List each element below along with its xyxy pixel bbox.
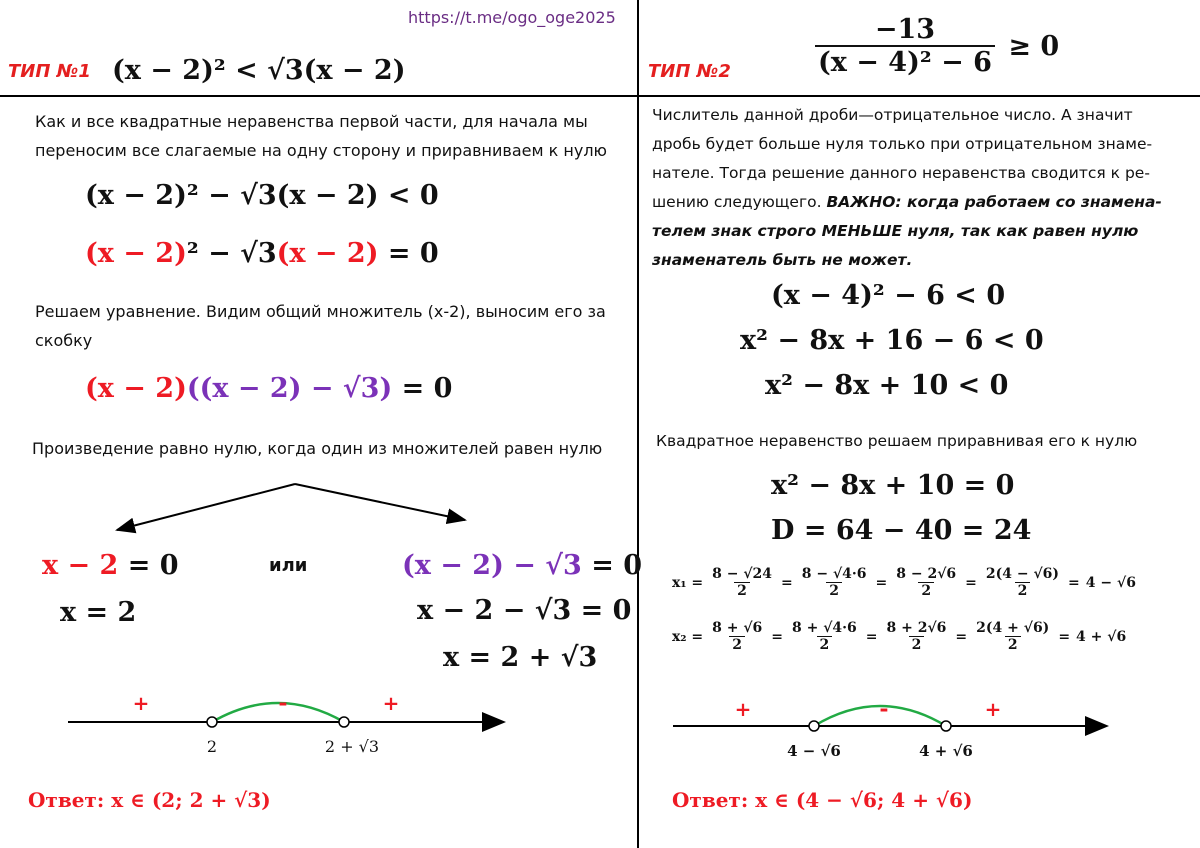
left-point-2: 2 + √3 xyxy=(324,737,380,756)
right-sign-plus-1: + xyxy=(734,697,752,721)
important-note-start: ВАЖНО: когда работаем со знамена- xyxy=(826,193,1162,211)
right-number-line xyxy=(665,692,1115,767)
case1-result: x = 2 xyxy=(60,597,137,628)
left-point-1: 2 xyxy=(206,737,218,756)
vertical-divider xyxy=(637,0,639,848)
right-intro: Числитель данной дроби—отрицательное число. А значит дробь будет больше нуля только при отрицательном знаме- нателе. Тогда решение данного неравенства сводится к ре- шению следующего. ВАЖНО: когда работаем со знамена- телем знак строго МЕНЬШЕ нуля, так как равен нулю знаменатель быть не может. xyxy=(652,106,1162,269)
case1-equation: x − 2 = 0 xyxy=(42,550,179,581)
left-sign-plus-1: + xyxy=(132,691,150,715)
right-type-label: ТИП №2 xyxy=(648,61,731,82)
case2-equation: (x − 2) − √3 = 0 xyxy=(402,550,643,581)
right-problem: $\frac{-13}{\text{(x − 4)² − 6}}$ ≥ 0 xyxy=(815,14,1059,78)
left-eq2: (x − 2)² − √3(x − 2) = 0 xyxy=(85,238,439,269)
left-problem: (x − 2)² < √3(x − 2) xyxy=(112,55,406,86)
left-product-text: Произведение равно нулю, когда один из множителей равен нулю xyxy=(32,439,603,458)
left-number-line xyxy=(60,688,520,763)
right-ineq3: x² − 8x + 10 < 0 xyxy=(765,370,1009,401)
left-eq3: (x − 2)((x − 2) − √3) = 0 xyxy=(85,373,453,404)
left-sign-minus: - xyxy=(278,690,288,716)
right-ineq1: (x − 4)² − 6 < 0 xyxy=(771,280,1006,311)
right-ineq2: x² − 8x + 16 − 6 < 0 xyxy=(740,325,1044,356)
case2-result: x = 2 + √3 xyxy=(443,642,598,673)
right-quad-text: Квадратное неравенство решаем приравнивая его к нулю xyxy=(656,432,1138,450)
left-solve-text: Решаем уравнение. Видим общий множитель (x-2), выносим его за скобку xyxy=(35,302,606,350)
left-answer: Ответ: x ∈ (2; 2 + √3) xyxy=(28,788,271,812)
root-x2-row: x₂ = $\frac{8 + √6}{2}$ = $\frac{8 + √4\cdot 6}{2}$ = $\frac{8 + 2√6}{2}$ = $\frac{2(4 + √6)}{2}$ = 4 + √6 xyxy=(672,620,1127,653)
case2-step: x − 2 − √3 = 0 xyxy=(417,595,632,626)
channel-link[interactable]: https://t.me/ogo_oge2025 xyxy=(408,8,616,27)
left-eq1: (x − 2)² − √3(x − 2) < 0 xyxy=(85,180,439,211)
left-intro: Как и все квадратные неравенства первой части, для начала мы переносим все слагаемые на одну сторону и приравниваем к нулю xyxy=(35,112,608,160)
right-sign-plus-2: + xyxy=(984,697,1002,721)
right-point-2: 4 + √6 xyxy=(919,742,973,760)
right-point-1: 4 − √6 xyxy=(787,742,841,760)
right-answer: Ответ: x ∈ (4 − √6; 4 + √6) xyxy=(672,788,973,812)
horizontal-divider xyxy=(0,95,1200,97)
left-sign-plus-2: + xyxy=(382,691,400,715)
right-eq1: x² − 8x + 10 = 0 xyxy=(771,470,1015,501)
or-label: или xyxy=(269,555,308,576)
root-x1-row: x₁ = $\frac{8 - √24}{2}$ = $\frac{8 - √4\cdot 6}{2}$ = $\frac{8 - 2√6}{2}$ = $\frac{2(4 - √6)}{2}$ = 4 − √6 xyxy=(672,566,1136,599)
right-sign-minus: - xyxy=(879,696,889,722)
left-type-label: ТИП №1 xyxy=(8,61,91,82)
right-discriminant: D = 64 − 40 = 24 xyxy=(771,515,1032,546)
branch-arrows xyxy=(100,475,480,535)
